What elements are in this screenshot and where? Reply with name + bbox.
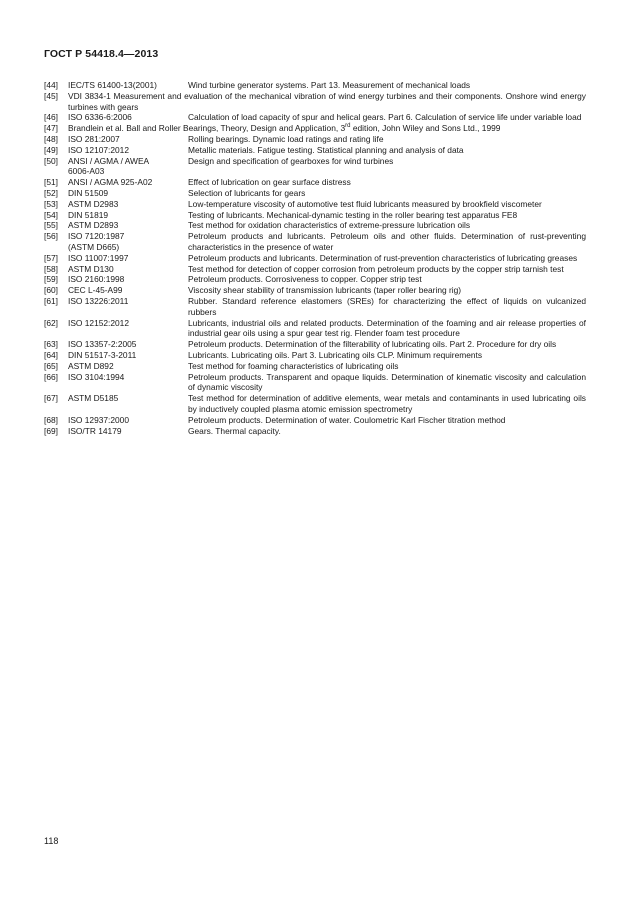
reference-title: Rolling bearings. Dynamic load ratings and rating life [188,133,384,144]
reference-number: [46] [44,112,58,123]
reference-number: [60] [44,285,58,296]
reference-item [44,285,586,296]
reference-standard-id: ISO/TR 14179 [68,425,122,436]
reference-title: Petroleum products. Determination of water. Coulometric Karl Fischer titration method [188,414,506,425]
reference-title: Effect of lubrication on gear surface distress [188,177,351,188]
reference-title: Test method for oxidation characteristics of extreme-pressure lubrication oils [188,220,471,231]
reference-number: [62] [44,317,58,328]
reference-item [44,112,586,123]
reference-item [44,415,586,426]
reference-title: Gears. Thermal capacity. [188,425,281,436]
reference-title: Low-temperature viscosity of automotive test fluid lubricants measured by brookfield viscometer [188,198,542,209]
reference-number: [47] [44,123,58,134]
reference-item [44,177,586,188]
reference-item [44,188,586,199]
reference-number: [53] [44,198,58,209]
superscript: rd [345,123,351,130]
reference-item [44,231,586,253]
reference-standard-id: ANSI / AGMA / AWEA [68,155,150,166]
reference-standard-id: ANSI / AGMA 925-A02 [68,177,153,188]
reference-standard-id: DIN 51517-3-2011 [68,349,137,360]
reference-number: [59] [44,274,58,285]
reference-standard-id-secondary: 6006-A03 [68,166,105,177]
reference-standard-id: ISO 12937:2000 [68,414,130,425]
reference-item [44,361,586,372]
reference-standard-id: ISO 12107:2012 [68,144,130,155]
reference-item [44,134,586,145]
reference-item [44,123,586,134]
reference-title: Metallic materials. Fatigue testing. Statistical planning and analysis of data [188,144,464,155]
reference-title: Rubber. Standard reference elastomers (SREs) for characterizing the effect of liquids on vulcanized rubbers [188,295,586,317]
reference-number: [55] [44,220,58,231]
reference-standard-id: CEC L-45-A99 [68,285,123,296]
reference-standard-id: DIN 51509 [68,187,109,198]
reference-title: Testing of lubricants. Mechanical-dynamic testing in the roller bearing test apparatus FE8 [188,209,518,220]
reference-title: Lubricants, industrial oils and related products. Determination of the foaming and air release properties of industrial gear oils using a spur gear test rig. Flender foam test procedure [188,317,586,339]
reference-number: [45] [44,90,58,101]
reference-standard-id: ISO 13226:2011 [68,295,129,306]
reference-number: [61] [44,295,58,306]
reference-standard-id: DIN 51819 [68,209,109,220]
reference-standard-id: IEC/TS 61400-13(2001) [68,80,157,90]
reference-item [44,318,586,340]
reference-standard-id: ISO 3104:1994 [68,371,125,382]
reference-standard-id: ISO 281:2007 [68,133,120,144]
reference-title: Wind turbine generator systems. Part 13. Measurement of mechanical loads [188,80,471,90]
reference-title: Selection of lubricants for gears [188,187,306,198]
reference-standard-id: ASTM D2983 [68,198,119,209]
reference-item [44,253,586,264]
reference-title: Petroleum products. Transparent and opaque liquids. Determination of kinematic viscosity and calculation of dynamic viscosity [188,371,586,393]
reference-standard-id: ASTM D2893 [68,220,119,231]
reference-title: Test method for determination of additive elements, wear metals and contaminants in used lubricating oils by inductively coupled plasma atomic emission spectrometry [188,393,586,414]
reference-standard-id: ASTM D130 [68,263,114,274]
reference-item [44,80,586,91]
page-header: ГОСТ Р 54418.4—2013 [44,48,159,60]
reference-standard-id: ISO 2160:1998 [68,274,125,285]
reference-title: Viscosity shear stability of transmission lubricants (taper roller bearing rig) [188,285,462,296]
reference-number: [44] [44,80,58,90]
reference-standard-id: ASTM D5185 [68,393,119,404]
reference-item [44,372,586,394]
reference-list [44,80,586,436]
reference-text-body: edition, John Wiley and Sons Ltd., 1999 [350,123,501,134]
reference-item [44,393,586,415]
reference-text [68,91,586,113]
reference-number: [56] [44,231,58,242]
reference-number: [64] [44,349,58,360]
reference-number: [65] [44,360,58,371]
reference-number: [51] [44,177,58,188]
reference-item [44,220,586,231]
reference-item [44,91,586,113]
page-number: 118 [44,836,59,846]
reference-number: [57] [44,252,58,263]
reference-text-body: Brandlein et al. Ball and Roller Bearings, Theory, Design and Application, 3 [68,123,346,134]
reference-item [44,274,586,285]
reference-title: Lubricants. Lubricating oils. Part 3. Lubricating oils CLP. Minimum requirements [188,349,483,360]
reference-standard-id: ASTM D892 [68,360,114,371]
reference-title: Petroleum products. Corrosiveness to copper. Copper strip test [188,274,422,285]
reference-number: [48] [44,133,58,144]
reference-standard-id: ISO 12152:2012 [68,317,130,328]
reference-item [44,156,586,178]
reference-number: [49] [44,144,58,155]
reference-item [44,199,586,210]
reference-number: [58] [44,263,58,274]
reference-title: Calculation of load capacity of spur and helical gears. Part 6. Calculation of service life under variable load [188,112,582,123]
reference-number: [63] [44,339,58,350]
reference-title: Petroleum products and lubricants. Determination of rust-prevention characteristics of lubricating greases [188,252,578,263]
reference-item [44,339,586,350]
reference-number: [52] [44,187,58,198]
reference-item [44,296,586,318]
reference-item [44,145,586,156]
reference-standard-id: ISO 13357-2:2005 [68,339,137,350]
reference-number: [67] [44,393,58,404]
reference-number: [50] [44,155,58,166]
reference-standard-id: ISO 6336-6:2006 [68,112,132,123]
reference-item [44,350,586,361]
reference-standard-id: ISO 11007:1997 [68,252,129,263]
reference-title: Petroleum products. Determination of the filterability of lubricating oils. Part 2. Procedure for dry oils [188,339,557,350]
reference-title: Test method for foaming characteristics of lubricating oils [188,360,399,371]
reference-item [44,264,586,275]
reference-title: Design and specification of gearboxes for wind turbines [188,155,394,166]
reference-title: Test method for detection of copper corrosion from petroleum products by the copper strip tarnish test [188,263,564,274]
reference-standard-id-secondary: (ASTM D665) [68,241,120,252]
reference-number: [54] [44,209,58,220]
reference-title: Petroleum products and lubricants. Petroleum oils and other fluids. Determination of rust-preventing characteristics in the presence of water [188,231,586,252]
reference-number: [66] [44,371,58,382]
reference-text [68,123,586,134]
reference-item [44,426,586,437]
reference-number: [69] [44,425,58,436]
reference-standard-id: ISO 7120:1987 [68,231,125,242]
reference-number: [68] [44,414,58,425]
reference-text-body: VDI 3834-1 Measurement and evaluation of the mechanical vibration of wind energy turbines and their components. Onshore wind energy turbines with gears [68,90,586,112]
reference-item [44,210,586,221]
